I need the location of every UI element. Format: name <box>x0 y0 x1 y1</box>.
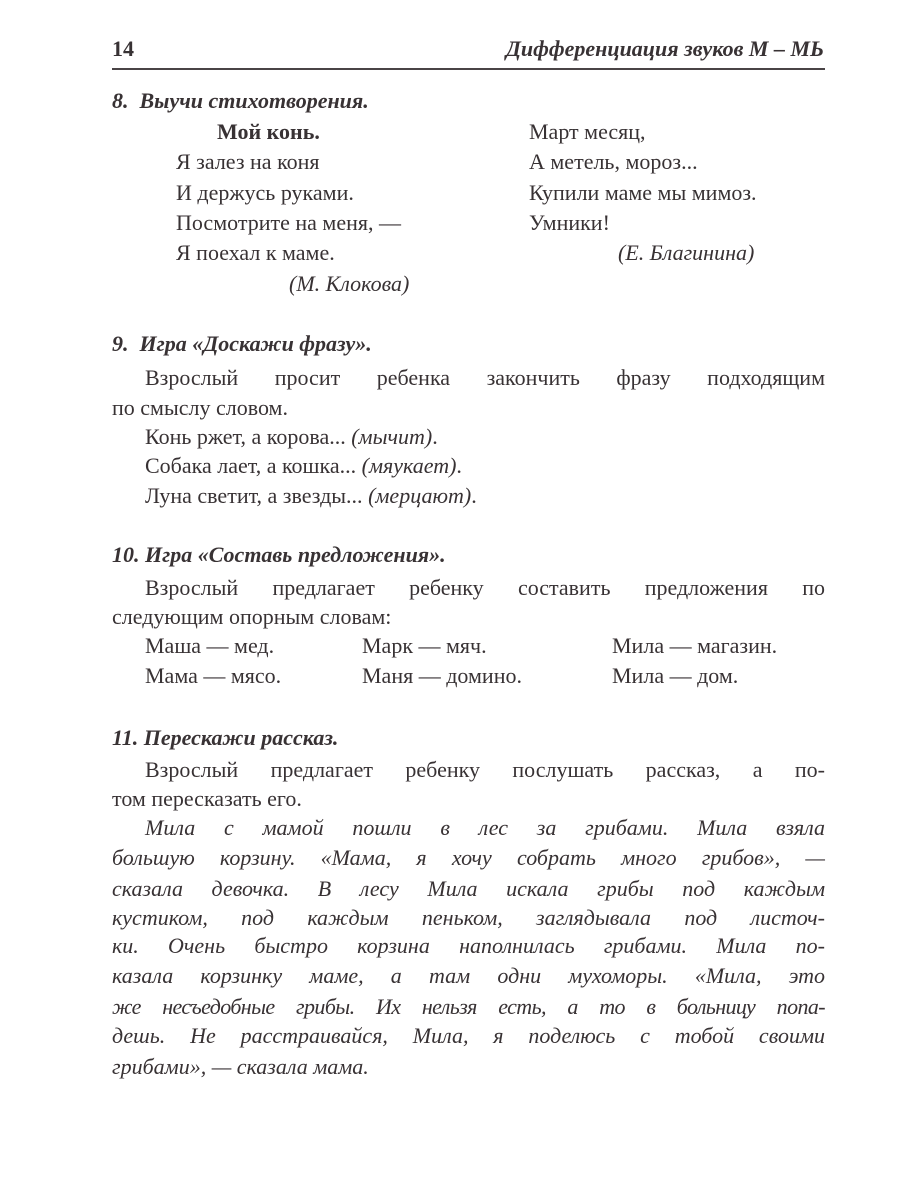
story-line: же несъедобные грибы. Их нельзя есть, а то в больницу попа- <box>112 994 825 1019</box>
word-pair: Мама — мясо. <box>145 663 282 688</box>
word-pair: Марк — мяч. <box>362 633 487 658</box>
section-8-heading <box>112 88 369 114</box>
story-line: большую корзину. «Мама, я хочу собрать много грибов», — <box>112 845 825 870</box>
poem-2-line: А метель, мороз... <box>529 149 698 174</box>
story-line: дешь. Не расстраивайся, Мила, я поделюсь с тобой своими <box>112 1023 825 1048</box>
word-pair: Маня — домино. <box>362 663 522 688</box>
section-9-intro-line: по смыслу словом. <box>112 395 288 420</box>
section-11-intro-line: Взрослый предлагает ребенку послушать рассказ, а по- <box>145 757 825 782</box>
poem-1-line: И держусь руками. <box>176 180 354 205</box>
header-rule <box>112 68 825 70</box>
answer: (мяукает) <box>361 453 457 478</box>
section-8-title: Выучи стихотворения. <box>139 88 369 113</box>
section-10-intro-line: следующим опорным словам: <box>112 604 392 629</box>
poem-2-line: Умники! <box>529 210 610 235</box>
section-10-intro-line: Взрослый предлагает ребенку составить предложения по <box>145 575 825 600</box>
story-line: казала корзинку маме, а там одни мухоморы. «Мила, это <box>112 963 825 988</box>
running-title: Дифференциация звуков М – МЬ <box>505 36 824 61</box>
poem-1-line: Я поехал к маме. <box>176 240 335 265</box>
poem-2-line: Март месяц, <box>529 119 646 144</box>
poem-1-line: Я залез на коня <box>176 149 320 174</box>
story-line: грибами», — сказала мама. <box>112 1054 369 1079</box>
story-line: Мила с мамой пошли в лес за грибами. Мила взяла <box>145 815 825 840</box>
section-9-intro-line: Взрослый просит ребенка закончить фразу подходящим <box>145 365 825 390</box>
poem-1-title: Мой конь. <box>217 119 320 144</box>
section-10-title: Игра «Составь предложения». <box>145 542 446 567</box>
section-9-item: Собака лает, а кошка... (мяукает). <box>145 453 462 478</box>
section-11-title: Перескажи рассказ. <box>143 725 339 750</box>
section-9-title: Игра «Доскажи фразу». <box>139 331 372 356</box>
answer: (мычит) <box>351 424 433 449</box>
poem-1-author: (М. Клокова) <box>289 271 410 296</box>
section-8-number: 8. <box>112 88 129 113</box>
section-11-intro-line: том пересказать его. <box>112 786 302 811</box>
section-9-number: 9. <box>112 331 129 356</box>
section-9-item: Конь ржет, а корова... (мычит). <box>145 424 438 449</box>
section-9-heading <box>112 331 372 357</box>
poem-2-line: Купили маме мы мимоз. <box>529 180 757 205</box>
word-pair: Мила — магазин. <box>612 633 778 658</box>
poem-1-line: Посмотрите на меня, — <box>176 210 401 235</box>
poem-2-author: (Е. Благинина) <box>618 240 755 265</box>
story-line: кустиком, под каждым пеньком, заглядывала под листоч- <box>112 905 825 930</box>
answer: (мерцают) <box>368 483 472 508</box>
section-11-number: 11. <box>112 725 139 750</box>
section-10-number: 10. <box>112 542 140 567</box>
page-number: 14 <box>112 36 134 61</box>
word-pair: Маша — мед. <box>145 633 275 658</box>
section-9-item: Луна светит, а звезды... (мерцают). <box>145 483 477 508</box>
story-line: сказала девочка. В лесу Мила искала грибы под каждым <box>112 876 825 901</box>
section-10-heading <box>112 542 446 568</box>
section-11-heading <box>112 725 338 751</box>
word-pair: Мила — дом. <box>612 663 739 688</box>
story-line: ки. Очень быстро корзина наполнилась грибами. Мила по- <box>112 933 825 958</box>
